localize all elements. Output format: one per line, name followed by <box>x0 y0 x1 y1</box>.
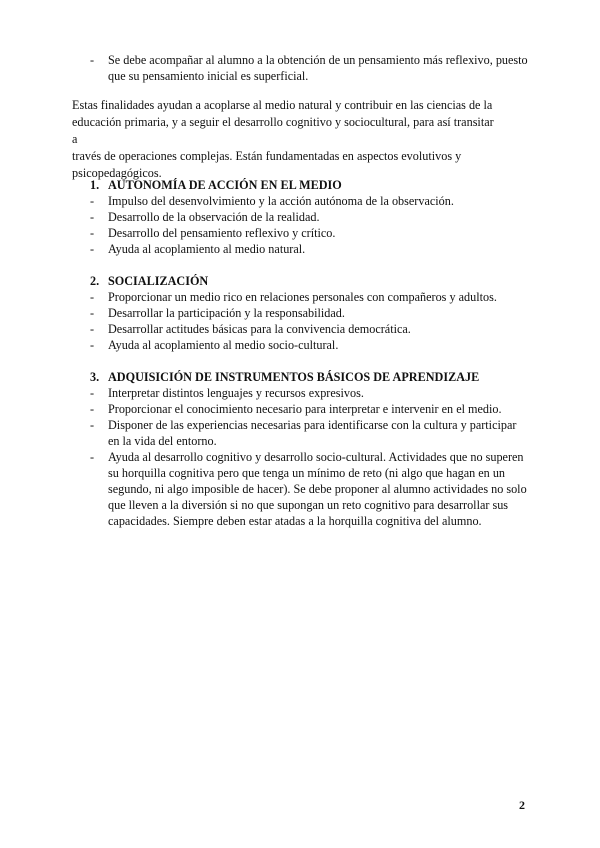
section-heading-2 <box>90 273 208 289</box>
section-number: 3. <box>90 370 100 384</box>
section-2-list <box>72 289 532 353</box>
section-3-list <box>72 385 532 529</box>
section-title: AUTONOMÍA DE ACCIÓN EN EL MEDIO <box>108 178 342 192</box>
list-dash: - <box>90 290 95 304</box>
page-number: 2 <box>519 798 525 812</box>
section-title: ADQUISICIÓN DE INSTRUMENTOS BÁSICOS DE APRENDIZAJE <box>108 370 480 384</box>
list-item <box>72 401 532 417</box>
list-item-line: Desarrollo de la observación de la realidad. <box>108 210 320 224</box>
list-item-line: Disponer de las experiencias necesarias para identificarse con la cultura y participar <box>108 418 517 432</box>
list-item-line: Desarrollar la participación y la responsabilidad. <box>108 306 345 320</box>
list-item <box>72 449 532 529</box>
list-item <box>72 321 532 337</box>
list-item <box>72 193 532 209</box>
list-item-line: capacidades. Siempre deben estar atadas a la horquilla cognitiva del alumno. <box>108 514 482 528</box>
list-dash: - <box>90 450 95 464</box>
list-item-line: en la vida del entorno. <box>108 434 217 448</box>
paragraph-line: psicopedagógicos. <box>72 166 162 180</box>
paragraph-line: través de operaciones complejas. Están fundamentadas en aspectos evolutivos y <box>72 149 462 163</box>
list-item-line: que lleven a la diversión si no que supongan un reto cognitivo para desarrollar sus <box>108 498 509 512</box>
list-item-line: Ayuda al acoplamiento al medio socio-cultural. <box>108 338 339 352</box>
list-item <box>72 241 532 257</box>
list-dash: - <box>90 418 95 432</box>
section-heading-3 <box>90 369 479 385</box>
list-item-line: Proporcionar el conocimiento necesario para interpretar e intervenir en el medio. <box>108 402 502 416</box>
list-item <box>72 385 532 401</box>
list-dash: - <box>90 322 95 336</box>
list-item-line: segundo, ni algo imposible de hacer). Se debe proponer al alumno actividades no solo <box>108 482 527 496</box>
section-number: 2. <box>90 274 100 288</box>
paragraph-line: Estas finalidades ayudan a acoplarse al medio natural y contribuir en las ciencias de la <box>72 98 493 112</box>
list-dash: - <box>90 338 95 352</box>
list-item-line: Interpretar distintos lenguajes y recursos expresivos. <box>108 386 364 400</box>
list-item-line: que su pensamiento inicial es superficial. <box>108 69 309 83</box>
list-dash: - <box>90 53 95 67</box>
top-bullet-list <box>72 52 532 84</box>
list-item <box>72 225 532 241</box>
list-item <box>72 52 532 84</box>
list-dash: - <box>90 242 95 256</box>
section-1-list <box>72 193 532 257</box>
paragraph-line: educación primaria, y a seguir el desarrollo cognitivo y sociocultural, para así transitar a <box>72 115 494 146</box>
list-item-line: Desarrollo del pensamiento reflexivo y crítico. <box>108 226 336 240</box>
list-item-line: Ayuda al desarrollo cognitivo y desarrollo socio-cultural. Actividades que no superen <box>108 450 524 464</box>
list-item <box>72 417 532 449</box>
section-number: 1. <box>90 178 100 192</box>
list-item <box>72 337 532 353</box>
list-dash: - <box>90 386 95 400</box>
list-item-line: Ayuda al acoplamiento al medio natural. <box>108 242 306 256</box>
list-item-line: su horquilla cognitiva pero que tenga un mínimo de reto (ni algo que hagan en un <box>108 466 506 480</box>
intro-paragraph <box>72 97 502 182</box>
section-title: SOCIALIZACIÓN <box>108 274 209 288</box>
list-item-line: Desarrollar actitudes básicas para la convivencia democrática. <box>108 322 411 336</box>
list-item-line: Impulso del desenvolvimiento y la acción autónoma de la observación. <box>108 194 454 208</box>
list-dash: - <box>90 402 95 416</box>
list-dash: - <box>90 210 95 224</box>
section-heading-1 <box>90 177 342 193</box>
list-dash: - <box>90 226 95 240</box>
list-item <box>72 209 532 225</box>
list-item <box>72 305 532 321</box>
list-dash: - <box>90 306 95 320</box>
list-item-line: Proporcionar un medio rico en relaciones personales con compañeros y adultos. <box>108 290 497 304</box>
list-item <box>72 289 532 305</box>
list-item-line: Se debe acompañar al alumno a la obtención de un pensamiento más reflexivo, puesto <box>108 53 528 67</box>
list-dash: - <box>90 194 95 208</box>
